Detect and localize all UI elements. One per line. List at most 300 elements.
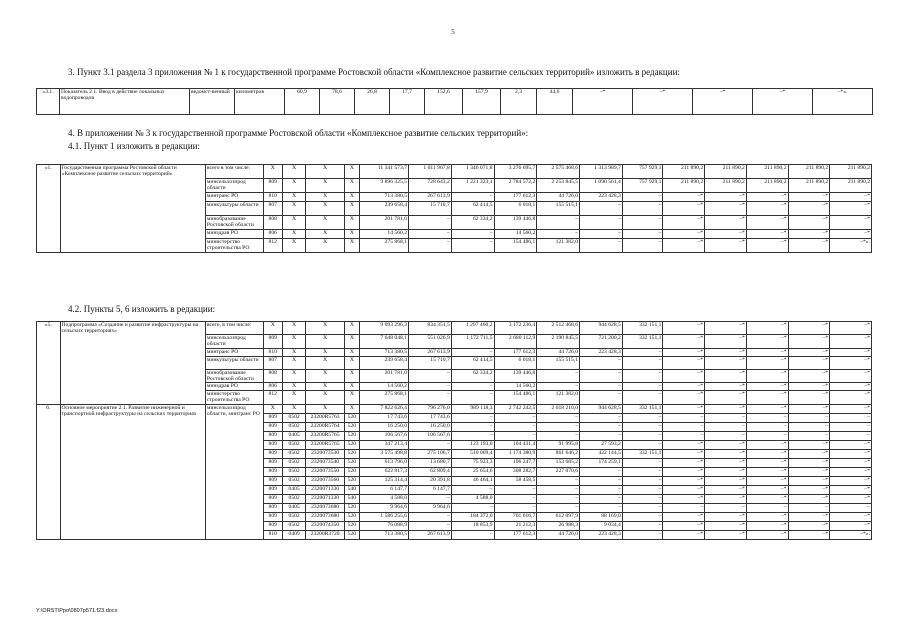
table-cell: –* (705, 239, 747, 253)
table-cell: –* (830, 383, 872, 391)
table-cell: –* (663, 202, 705, 216)
table-cell: – (622, 239, 663, 253)
table-cell: 1 346 071,8 (451, 165, 494, 179)
table-cell: – (622, 440, 663, 449)
table-cell: –* (830, 440, 872, 449)
table-cell: 21 212,3 (494, 521, 537, 530)
table-cell: –* (705, 512, 747, 521)
table-cell: 153 685,2 (537, 458, 580, 467)
table-cell: X (344, 230, 359, 239)
table-cell: 20 391,8 (408, 476, 451, 485)
table-cell: – (788, 413, 830, 422)
table-cell: –* (663, 322, 705, 335)
table-cell: 177 612,3 (494, 530, 537, 539)
table-cell: – (537, 216, 580, 230)
table-cell: 16 250,0 (408, 422, 451, 431)
table-cell: –* (830, 369, 872, 383)
table-cell: –* (746, 193, 788, 202)
table-cell: 211 890,2 (788, 179, 830, 193)
table-cell: 834 351,5 (408, 322, 451, 335)
table-cell: – (705, 413, 747, 422)
table-cell: – (580, 494, 623, 503)
table-cell: 2320073530 (306, 449, 344, 458)
table-cell: – (408, 383, 451, 391)
table-cell: 23200R5765 (306, 431, 344, 440)
table-cell: 9 034,4 (580, 521, 623, 530)
table-cell: 809 (263, 179, 282, 193)
table-cell: 812 (263, 239, 282, 253)
table-cell: –* (663, 449, 705, 458)
table-cell: X (263, 322, 282, 335)
table-cell: 622 817,3 (359, 467, 408, 476)
table-cell: – (622, 467, 663, 476)
table-cell: –* (788, 440, 830, 449)
table-cell: – (408, 239, 451, 253)
table-cell: 9 964,6 (359, 503, 408, 512)
table-cell: министерство строительства РО (205, 239, 263, 253)
table-cell: – (622, 383, 663, 391)
table-cell: 1 172 711,5 (451, 335, 494, 349)
table-cell: –* (746, 404, 788, 413)
table-cell: –* (746, 348, 788, 356)
table-cell: 540 (344, 485, 359, 494)
table-cell: 1 586 255,6 (359, 512, 408, 521)
table-cell: – (580, 383, 623, 391)
table-cell: –* (788, 348, 830, 356)
table-cell: –* (788, 322, 830, 335)
table-cell: –* (693, 89, 753, 115)
table-cell: – (622, 431, 663, 440)
table-cell: X (282, 322, 306, 335)
table-cell: –* (663, 348, 705, 356)
table-cell: 6 018,1 (494, 356, 537, 369)
table-cell: – (580, 216, 623, 230)
table-cell: 347 213,4 (359, 440, 408, 449)
table-cell: X (306, 239, 344, 253)
table-cell: – (451, 230, 494, 239)
table-cell: 211 890,2 (663, 179, 705, 193)
table-cell: 1 174 380,9 (494, 449, 537, 458)
table-cell: – (622, 521, 663, 530)
table-cell: – (451, 348, 494, 356)
table-cell: – (537, 503, 580, 512)
table-cell: –* (705, 193, 747, 202)
table-cell: – (622, 216, 663, 230)
table-cell: –* (705, 530, 747, 539)
table-cell: – (580, 230, 623, 239)
table-cell: –* (705, 322, 747, 335)
table-cell: 809 (263, 431, 282, 440)
table-cell: –* (746, 230, 788, 239)
table-cell: 510 069,4 (451, 449, 494, 458)
table-cell: 16 250,0 (359, 422, 408, 431)
table-cell: –* (705, 404, 747, 413)
table-cell: – (830, 413, 872, 422)
table-cell: 520 (344, 521, 359, 530)
table-cell: X (344, 165, 359, 179)
table-cell: 62 414,5 (451, 202, 494, 216)
table-cell: –* (830, 216, 872, 230)
table-cell: – (451, 530, 494, 539)
table-cell: X (282, 369, 306, 383)
table-cell: –* (705, 476, 747, 485)
table-cell: 2320073680 (306, 512, 344, 521)
table-cell: 62 414,5 (451, 356, 494, 369)
table-cell: – (494, 431, 537, 440)
table-cell: 211 890,2 (663, 165, 705, 179)
table-cell: –* (663, 494, 705, 503)
table-cell: –* (830, 391, 872, 405)
table-cell: 713 380,5 (359, 348, 408, 356)
table-cell: –* (746, 369, 788, 383)
table-cell: 0502 (282, 413, 306, 422)
table-cell: –* (746, 239, 788, 253)
table-cell: X (306, 391, 344, 405)
table-cell: –* (705, 230, 747, 239)
table-cell: 0502 (282, 521, 306, 530)
table-cell: –* (830, 193, 872, 202)
page-number: 5 (451, 28, 455, 36)
table-cell: –* (663, 476, 705, 485)
table-cell: –* (663, 239, 705, 253)
table-cell: минобразование Ростовской области (205, 216, 263, 230)
table-cell: –* (788, 485, 830, 494)
table-cell: X (282, 165, 306, 179)
table-cell: – (537, 476, 580, 485)
table-cell: 25 654,6 (451, 467, 494, 476)
table-cell: X (263, 404, 282, 413)
table-cell: 2320074350 (306, 521, 344, 530)
table-cell: 275 868,1 (359, 239, 408, 253)
table-cell: X (282, 356, 306, 369)
table-cell: – (580, 369, 623, 383)
table-cell: 14 560,2 (359, 230, 408, 239)
table-cell: 11 341 573,7 (359, 165, 408, 179)
table-cell: – (537, 494, 580, 503)
table-cell: 520 (344, 512, 359, 521)
table-cell: 713 380,5 (359, 193, 408, 202)
table-cell: Государственная программа Ростовской области «Комплексное развитие сельских территорий» (60, 165, 205, 253)
table-cell: – (622, 476, 663, 485)
table-cell: 62 334,2 (451, 369, 494, 383)
table-cell: 155 515,1 (537, 356, 580, 369)
table-cell: 806 (263, 230, 282, 239)
table-cell: 0405 (282, 485, 306, 494)
table-cell: 809 (263, 449, 282, 458)
table-cell: 17,7 (390, 89, 425, 115)
table-cell: X (282, 335, 306, 349)
table-cell: –* (746, 521, 788, 530)
table-cell: 2320071330 (306, 485, 344, 494)
table-cell: – (537, 413, 580, 422)
table-cell: –* (705, 348, 747, 356)
table-cell: 88 169,0 (580, 512, 623, 521)
table-cell: – (705, 422, 747, 431)
table-cell: –* (746, 383, 788, 391)
table-cell: 152,6 (425, 89, 463, 115)
table-cell: –* (830, 467, 872, 476)
table-cell: – (580, 431, 623, 440)
table-cell: 721 200,2 (580, 335, 623, 349)
table-cell: 9 896 325,5 (359, 179, 408, 193)
table-cell: X (306, 216, 344, 230)
table-cell: 125 314,4 (359, 476, 408, 485)
table-cell: 2320073550 (306, 467, 344, 476)
table-cell: X (344, 335, 359, 349)
table-cell: 1 221 323,1 (451, 179, 494, 193)
table-cell: 18 853,9 (451, 521, 494, 530)
table-cell: X (344, 404, 359, 413)
table-cell: 520 (344, 530, 359, 539)
table-cell: 520 (344, 503, 359, 512)
table-cell: 809 (263, 476, 282, 485)
table-cell: 14 560,2 (494, 230, 537, 239)
table-cell: – (580, 476, 623, 485)
table-cell: – (788, 431, 830, 440)
table-cell: 4 588,0 (359, 494, 408, 503)
table-cell: –* (746, 440, 788, 449)
table-cell: 46 464,1 (451, 476, 494, 485)
table-cell: 44 726,0 (537, 530, 580, 539)
table-cell: – (663, 422, 705, 431)
table-cell: – (788, 422, 830, 431)
table-cell: 861 646,2 (537, 449, 580, 458)
table-cell: X (344, 239, 359, 253)
table-cell: 551 026,9 (408, 335, 451, 349)
table-cell: X (306, 193, 344, 202)
table-cell: 332 151,1 (622, 322, 663, 335)
table-cell: –* (663, 369, 705, 383)
table-cell: 2 190 845,5 (537, 335, 580, 349)
table-cell: –*». (830, 239, 872, 253)
table-cell: – (537, 383, 580, 391)
table-cell: X (306, 335, 344, 349)
table-cell: 211 890,2 (788, 165, 830, 179)
table-cell: 808 (263, 369, 282, 383)
table-cell: – (622, 230, 663, 239)
section4-heading: 4. В приложении № 3 к государственной программе Ростовской области «Комплексное развитие сельских территорий»: (68, 128, 529, 138)
section3-heading: 3. Пункт 3.1 раздела 3 приложения № 1 к государственной программе Ростовской области «Комплексное развитие сельских территорий» изложить в редакции: (68, 67, 680, 77)
table-cell: Показатель 2.1. Ввод в действие локальных водопроводов (60, 89, 190, 115)
table-cell: 267 613,9 (408, 193, 451, 202)
table-cell: X (344, 356, 359, 369)
table-cell: 6 147,7 (408, 485, 451, 494)
table-cell: – (580, 485, 623, 494)
table-cell: 1 011 967,8 (408, 165, 451, 179)
table-cell: 106 567,6 (359, 431, 408, 440)
table-cell: –* (705, 216, 747, 230)
table-cell: – (705, 503, 747, 512)
table-cell: министерство строительства РО (205, 391, 263, 405)
table-cell: – (622, 422, 663, 431)
table-cell: 2 784 572,2 (494, 179, 537, 193)
table-cell: 123 193,0 (451, 440, 494, 449)
table-cell: 3 575 498,8 (359, 449, 408, 458)
table-cell: – (494, 494, 537, 503)
table-cell: –* (788, 335, 830, 349)
table-cell: –* (830, 485, 872, 494)
table-cell: –* (788, 193, 830, 202)
table-cell: – (451, 431, 494, 440)
table-cell: –* (746, 530, 788, 539)
table-cell: –* (705, 467, 747, 476)
table-cell: 23200R3720 (306, 530, 344, 539)
table-cell: – (580, 422, 623, 431)
table-cell: – (494, 413, 537, 422)
table-cell: 0405 (282, 431, 306, 440)
table-cell: –* (663, 485, 705, 494)
table-cell: 9 964,6 (408, 503, 451, 512)
table-cell: 806 (263, 383, 282, 391)
table-cell: 809 (263, 335, 282, 349)
table-cell: Подпрограмма «Создание и развитие инфраструктуры на сельских территориях» (60, 322, 205, 405)
table-cell: 809 (263, 521, 282, 530)
table-cell: –* (830, 322, 872, 335)
table-cell: X (282, 230, 306, 239)
table-cell: 9 093 296,3 (359, 322, 408, 335)
table-cell: – (451, 485, 494, 494)
table-cell: 14 560,2 (359, 383, 408, 391)
table-cell: – (580, 413, 623, 422)
table-cell: –* (663, 512, 705, 521)
table-cell: X (344, 202, 359, 216)
table-cell: –* (746, 476, 788, 485)
table-cell: 0502 (282, 458, 306, 467)
table-cell: –* (705, 521, 747, 530)
table-cell: 44 726,0 (537, 348, 580, 356)
table-cell: 520 (344, 458, 359, 467)
table-cell: –* (705, 494, 747, 503)
table-cell: 211 890,2 (746, 165, 788, 179)
table-cell: 174 259,1 (580, 458, 623, 467)
table-cell: 807 (263, 202, 282, 216)
table-cell: –* (663, 383, 705, 391)
table-cell: 157,9 (463, 89, 501, 115)
table-cell: X (344, 179, 359, 193)
table-cell: –* (788, 521, 830, 530)
table-cell: – (580, 503, 623, 512)
table-cell: – (408, 494, 451, 503)
table-cell: километров (235, 89, 285, 115)
table-cell: –* (788, 239, 830, 253)
table-cell: – (830, 422, 872, 431)
table-cell: –* (788, 512, 830, 521)
table-cell: – (580, 391, 623, 405)
table-cell: – (451, 193, 494, 202)
table-cell: –* (753, 89, 813, 115)
table-cell: –* (830, 404, 872, 413)
table-cell: – (622, 202, 663, 216)
table-cell: X (344, 322, 359, 335)
table-cell: 796 276,0 (408, 404, 451, 413)
table-cell: –* (705, 440, 747, 449)
table-cell: всего, в том числе: (205, 322, 263, 335)
table-cell: 267 613,9 (408, 348, 451, 356)
table-cell: 2320071330 (306, 494, 344, 503)
file-path: Y:\ORST\Ppo\0807p571.f23.docx (36, 608, 118, 614)
table-cell: X (282, 383, 306, 391)
table-cell: –* (830, 512, 872, 521)
table-cell: минобразование Ростовской области (205, 369, 263, 383)
table-cell: – (537, 369, 580, 383)
table-cell: 809 (263, 413, 282, 422)
table-cell: X (282, 404, 306, 413)
table-cell: 332 151,1 (622, 335, 663, 349)
table-cell: 58 458,5 (494, 476, 537, 485)
table-cell: –* (663, 216, 705, 230)
table-cell: 211 890,2 (746, 179, 788, 193)
table-cell: 6 147,7 (359, 485, 408, 494)
table-cell: 332 151,1 (622, 449, 663, 458)
table-cell: 809 (263, 440, 282, 449)
table-cell: 227 070,6 (537, 467, 580, 476)
table-cell: 7 822 626,4 (359, 404, 408, 413)
table-row (37, 89, 873, 115)
table-cell: минздрав РО (205, 383, 263, 391)
table-cell: 701 616,7 (494, 512, 537, 521)
table-cell: 211 890,2 (705, 179, 747, 193)
table-cell: 520 (344, 422, 359, 431)
table-cell: – (788, 503, 830, 512)
table-cell: X (306, 369, 344, 383)
table-cell: –* (788, 216, 830, 230)
table-cell: 0502 (282, 449, 306, 458)
table-cell: – (451, 503, 494, 512)
table-cell: –* (705, 335, 747, 349)
table-cell: 4 588,0 (451, 494, 494, 503)
table-cell: – (537, 485, 580, 494)
table-cell: –* (705, 356, 747, 369)
table-cell: 2 742 242,5 (494, 404, 537, 413)
table-cell: минсельхозпрод области (205, 179, 263, 193)
table-cell: –* (663, 230, 705, 239)
table-cell: 44,6 (537, 89, 573, 115)
table-cell: 17 743,6 (408, 413, 451, 422)
table-cell: ведомст-венный (190, 89, 235, 115)
table-cell: 0409 (282, 530, 306, 539)
table-cell: –* (830, 494, 872, 503)
table-cell: минсельхозпрод области (205, 335, 263, 349)
table-cell: 810 (263, 348, 282, 356)
table-cell: 26 988,3 (537, 521, 580, 530)
table-cell: 1 297 460,2 (451, 322, 494, 335)
table-cell: 177 612,3 (494, 348, 537, 356)
table-cell: X (306, 356, 344, 369)
table-cell: X (306, 383, 344, 391)
table-cell: –* (788, 476, 830, 485)
table-cell: 211 890,2 (830, 165, 872, 179)
table-cell: – (663, 413, 705, 422)
table-cell: 267 613,9 (408, 530, 451, 539)
table-cell: 757 929,1 (622, 165, 663, 179)
table-cell: 989 118,3 (451, 404, 494, 413)
table-cell: 807 (263, 356, 282, 369)
table-cell: минтранс РО (205, 348, 263, 356)
table-cell: 332 151,1 (622, 404, 663, 413)
table-cell: –* (830, 521, 872, 530)
table-cell: –* (746, 335, 788, 349)
table-cell: 1 313 989,7 (580, 165, 623, 179)
table-cell: 728 643,2 (408, 179, 451, 193)
table-cell: X (263, 165, 282, 179)
table-cell: – (408, 391, 451, 405)
table-cell: 62 809,4 (408, 467, 451, 476)
table-cell: 15 710,7 (408, 202, 451, 216)
table-cell: –* (705, 449, 747, 458)
table-cell: 78,6 (320, 89, 355, 115)
table-cell: –* (705, 391, 747, 405)
table-cell: 211 890,2 (830, 179, 872, 193)
